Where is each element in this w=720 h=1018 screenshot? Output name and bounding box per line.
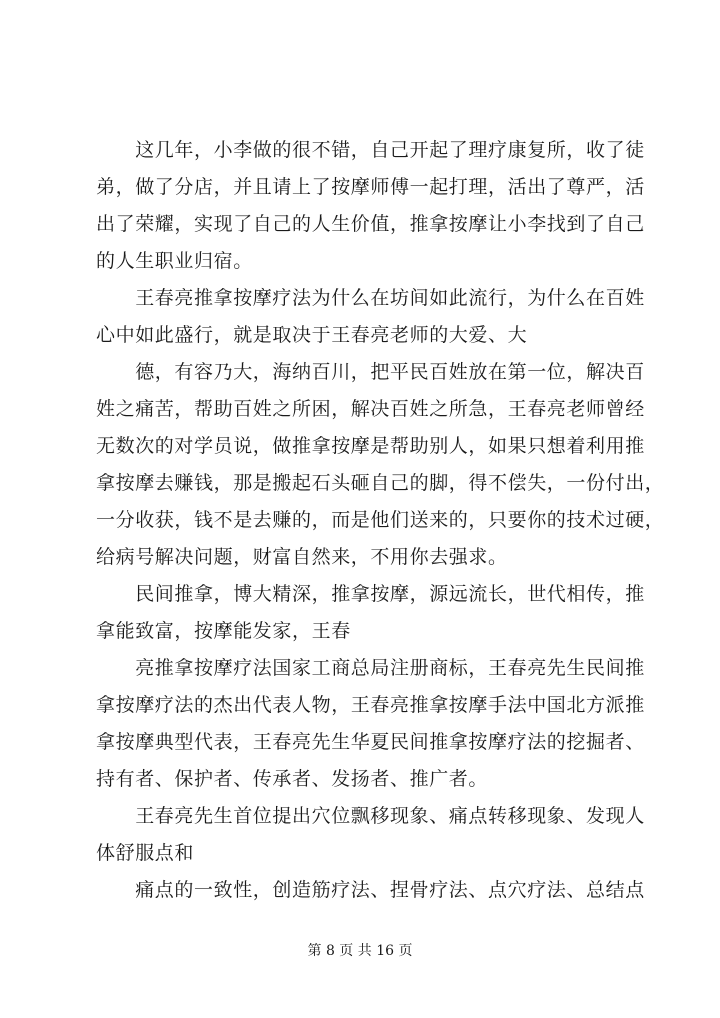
text-line: 姓之痛苦，帮助百姓之所困，解决百姓之所急，王春亮老师曾经 (96, 398, 645, 420)
text-line: 拿按摩典型代表，王春亮先生华夏民间推拿按摩疗法的挖掘者、 (96, 731, 645, 753)
text-line: 出了荣耀，实现了自己的人生价值，推拿按摩让小李找到了自己 (96, 213, 645, 235)
text-line: 王春亮先生首位提出穴位飘移现象、痛点转移现象、发现人 (96, 805, 645, 827)
text-line: 拿按摩疗法的杰出代表人物，王春亮推拿按摩手法中国北方派推 (96, 694, 645, 716)
text-line: 王春亮推拿按摩疗法为什么在坊间如此流行，为什么在百姓 (96, 287, 645, 309)
text-line: 拿按摩去赚钱，那是搬起石头砸自己的脚，得不偿失，一份付出， (96, 472, 665, 494)
text-line: 给病号解决问题，财富自然来，不用你去强求。 (96, 546, 508, 568)
page-number-footer: 第 8 页 共 16 页 (307, 943, 413, 959)
text-line: 体舒服点和 (96, 842, 195, 864)
text-line: 民间推拿，博大精深，推拿按摩，源远流长，世代相传，推 (96, 583, 645, 605)
text-line: 痛点的一致性，创造筋疗法、捏骨疗法、点穴疗法、总结点 (96, 879, 645, 901)
text-line: 无数次的对学员说，做推拿按摩是帮助别人，如果只想着利用推 (96, 435, 645, 457)
text-line: 一分收获，钱不是去赚的，而是他们送来的，只要你的技术过硬， (96, 509, 665, 531)
text-line: 持有者、保护者、传承者、发扬者、推广者。 (96, 768, 489, 790)
text-line: 弟，做了分店，并且请上了按摩师傅一起打理，活出了尊严，活 (96, 176, 645, 198)
text-line: 德，有容乃大，海纳百川，把平民百姓放在第一位，解决百 (96, 361, 645, 383)
text-line: 的人生职业归宿。 (96, 250, 253, 272)
text-line: 亮推拿按摩疗法国家工商总局注册商标，王春亮先生民间推 (96, 657, 645, 679)
text-line: 心中如此盛行，就是取决于王春亮老师的大爱、大 (96, 324, 528, 346)
text-line: 拿能致富，按摩能发家，王春 (96, 620, 351, 642)
text-line: 这几年，小李做的很不错，自己开起了理疗康复所，收了徒 (96, 139, 645, 161)
